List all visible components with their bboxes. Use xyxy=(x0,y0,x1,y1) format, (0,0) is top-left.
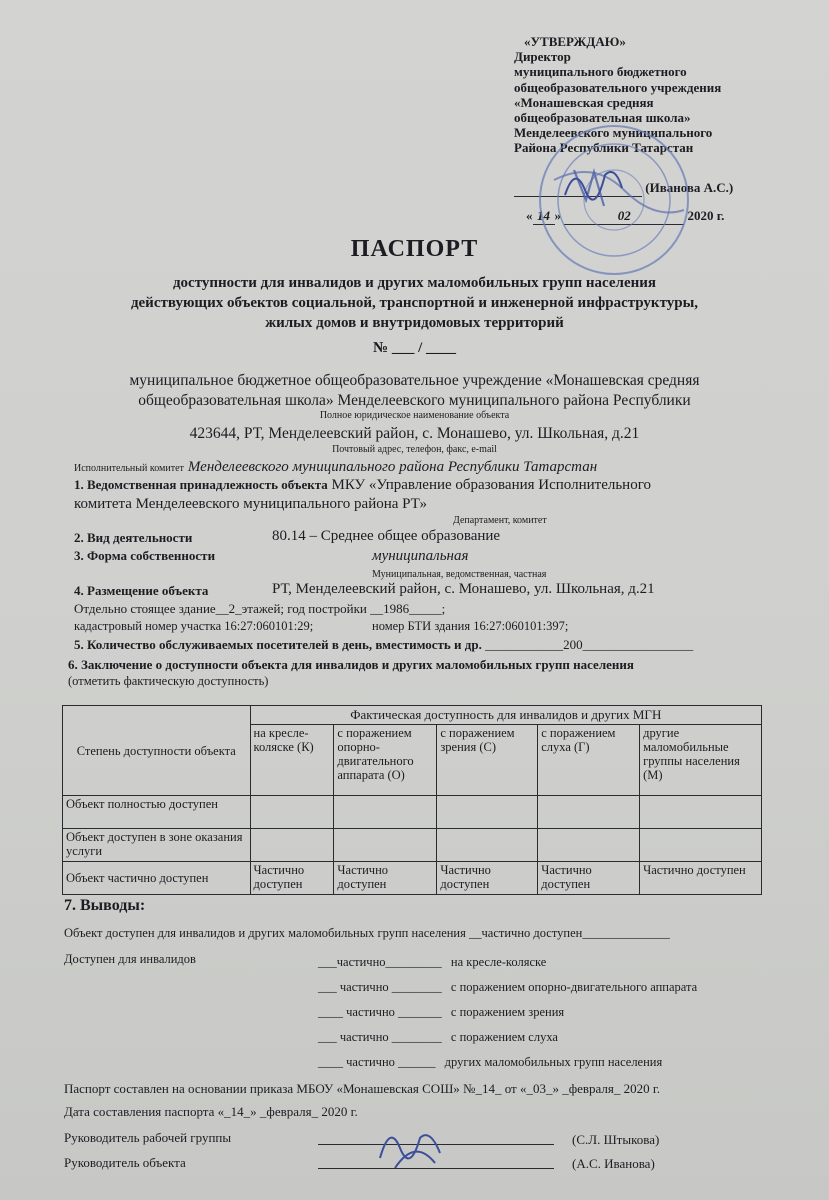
column-header: с поражением слуха (Г) xyxy=(538,725,640,796)
section-4-building: Отдельно стоящее здание__2_этажей; год постройки __1986_____; xyxy=(74,601,446,616)
table-cell xyxy=(640,796,762,829)
table-cell xyxy=(250,796,334,829)
section-5-label: 5. Количество обслуживаемых посетителей в день, вместимость и др. xyxy=(74,637,482,652)
section-4-cadastre: кадастровый номер участка 16:27:060101:29; xyxy=(74,619,314,633)
table-row xyxy=(63,829,762,862)
section-3-label: 3. Форма собственности xyxy=(74,548,216,563)
row-label: Объект доступен в зоне оказания услуги xyxy=(63,829,251,862)
signature-icon xyxy=(370,1118,460,1178)
group-head-label: Руководитель рабочей группы xyxy=(64,1130,232,1145)
approval-line: муниципального бюджетного xyxy=(514,64,687,80)
conclusions-summary: Объект доступен для инвалидов и других маломобильных групп населения __частично доступен______________ xyxy=(64,926,670,940)
column-header: другие маломобильные группы населения (М) xyxy=(640,725,762,796)
object-address-caption: Почтовый адрес, телефон, факс, e-mail xyxy=(332,444,497,455)
approval-heading: «УТВЕРЖДАЮ» xyxy=(524,34,626,49)
approval-line: «Монашевская средняя xyxy=(514,94,654,110)
section-6-label: 6. Заключение о доступности объекта для инвалидов и других маломобильных групп населения xyxy=(68,657,634,672)
table-header-row xyxy=(63,706,762,725)
table-cell xyxy=(538,829,640,862)
column-header: на кресле-коляске (К) xyxy=(250,725,334,796)
table-cell xyxy=(250,829,334,862)
section-4-bti: номер БТИ здания 16:27:060101:397; xyxy=(372,619,569,633)
table-row xyxy=(63,862,762,895)
object-name-caption: Полное юридическое наименование объекта xyxy=(319,410,510,421)
conclusion-item: ___частично_________ на кресле-коляске xyxy=(318,955,547,969)
passport-number: № ___ / ____ xyxy=(373,340,456,356)
table-row xyxy=(63,796,762,829)
basis-line: Паспорт составлен на основании приказа МБОУ «Монашевская СОШ» №_14_ от «_03_» _февраля_ 2020 г. xyxy=(64,1081,661,1096)
approval-line: общеобразовательного учреждения xyxy=(514,79,722,95)
approval-date-month: 02 xyxy=(564,208,684,225)
approval-signatory: (Иванова А.С.) xyxy=(645,180,734,195)
section-1 xyxy=(74,477,651,494)
table-cell xyxy=(640,829,762,862)
object-name-line-1: муниципальное бюджетное общеобразовательное учреждение «Монашевская средняя xyxy=(129,372,700,389)
table-cell: Частично доступен xyxy=(538,862,640,895)
table-cell xyxy=(437,796,538,829)
object-address: 423644, РТ, Менделеевский район, с. Монашево, ул. Школьная, д.21 xyxy=(189,425,640,442)
section-1-value: МКУ «Управление образования Исполнительного xyxy=(331,477,651,493)
approval-line: Директор xyxy=(514,49,571,65)
passport-subtitle-3: жилых домов и внутридомовых территорий xyxy=(265,315,564,331)
passport-subtitle-1: доступности для инвалидов и других маломобильных групп населения xyxy=(172,275,657,291)
committee-value: Менделеевского муниципального района Республики Татарстан xyxy=(187,459,598,475)
conclusion-item: ___ частично ________ с поражением слуха xyxy=(318,1030,558,1044)
table-cell xyxy=(334,796,437,829)
table-corner-header: Степень доступности объекта xyxy=(63,706,251,796)
table-cell xyxy=(538,796,640,829)
section-5-value: ____________200_________________ xyxy=(485,637,694,652)
section-1-caption: Департамент, комитет xyxy=(453,515,547,526)
committee-label: Исполнительный комитет xyxy=(74,463,184,474)
row-label: Объект частично доступен xyxy=(63,862,251,895)
section-6-note: (отметить фактическую доступность) xyxy=(68,674,269,688)
section-3-caption: Муниципальная, ведомственная, частная xyxy=(372,569,547,580)
conclusion-item: ___ частично ________ с поражением опорно-двигательного аппарата xyxy=(318,980,698,994)
date-line: Дата составления паспорта «_14_» _февраля_ 2020 г. xyxy=(64,1104,358,1119)
column-header: с поражением опорно-двигательного аппарата (О) xyxy=(334,725,437,796)
section-3-value: муниципальная xyxy=(372,548,469,564)
approval-line: общеобразовательная школа» xyxy=(514,110,691,126)
object-head-label: Руководитель объекта xyxy=(64,1155,186,1170)
approval-date-day: 14 xyxy=(533,208,555,225)
approval-date-year: 2020 г. xyxy=(687,208,725,223)
section-2-value: 80.14 – Среднее общее образование xyxy=(272,528,501,544)
passport-subtitle-2: действующих объектов социальной, транспортной и инженерной инфраструктуры, xyxy=(130,295,699,311)
object-head-name: (А.С. Иванова) xyxy=(572,1156,655,1171)
section-4-value: РТ, Менделеевский район, с. Монашево, ул. Школьная, д.21 xyxy=(272,581,655,597)
section-2-label: 2. Вид деятельности xyxy=(74,530,193,545)
approval-line: Района Республики Татарстан xyxy=(514,140,694,156)
signature-icon xyxy=(560,160,630,210)
table-cell xyxy=(437,829,538,862)
object-name-line-2: общеобразовательная школа» Менделеевского муниципального района Республики xyxy=(138,392,691,409)
section-1-label: 1. Ведомственная принадлежность объекта xyxy=(74,477,328,492)
row-label: Объект полностью доступен xyxy=(63,796,251,829)
section-5 xyxy=(74,637,693,653)
conclusion-item: ____ частично ______ других маломобильных групп населения xyxy=(318,1055,663,1069)
group-head-name: (С.Л. Штыкова) xyxy=(572,1132,660,1147)
table-cell: Частично доступен xyxy=(250,862,334,895)
table-group-header: Фактическая доступность для инвалидов и других МГН xyxy=(250,706,761,725)
conclusions-heading: 7. Выводы: xyxy=(64,897,146,914)
approval-date: « 14 » 02 2020 г. xyxy=(526,208,725,223)
approval-line: Менделеевского муниципального xyxy=(514,125,713,141)
table-cell: Частично доступен xyxy=(437,862,538,895)
section-4-label: 4. Размещение объекта xyxy=(74,583,209,598)
table-cell: Частично доступен xyxy=(334,862,437,895)
conclusion-item: ____ частично _______ с поражением зрения xyxy=(318,1005,565,1019)
table-cell xyxy=(334,829,437,862)
section-1-value-2: комитета Менделеевского муниципального района РТ» xyxy=(74,496,427,512)
accessibility-table xyxy=(62,705,762,895)
disabled-label: Доступен для инвалидов xyxy=(64,952,196,966)
passport-title: ПАСПОРТ xyxy=(350,236,479,262)
committee-line xyxy=(74,458,597,476)
table-cell: Частично доступен xyxy=(640,862,762,895)
column-header: с поражением зрения (С) xyxy=(437,725,538,796)
